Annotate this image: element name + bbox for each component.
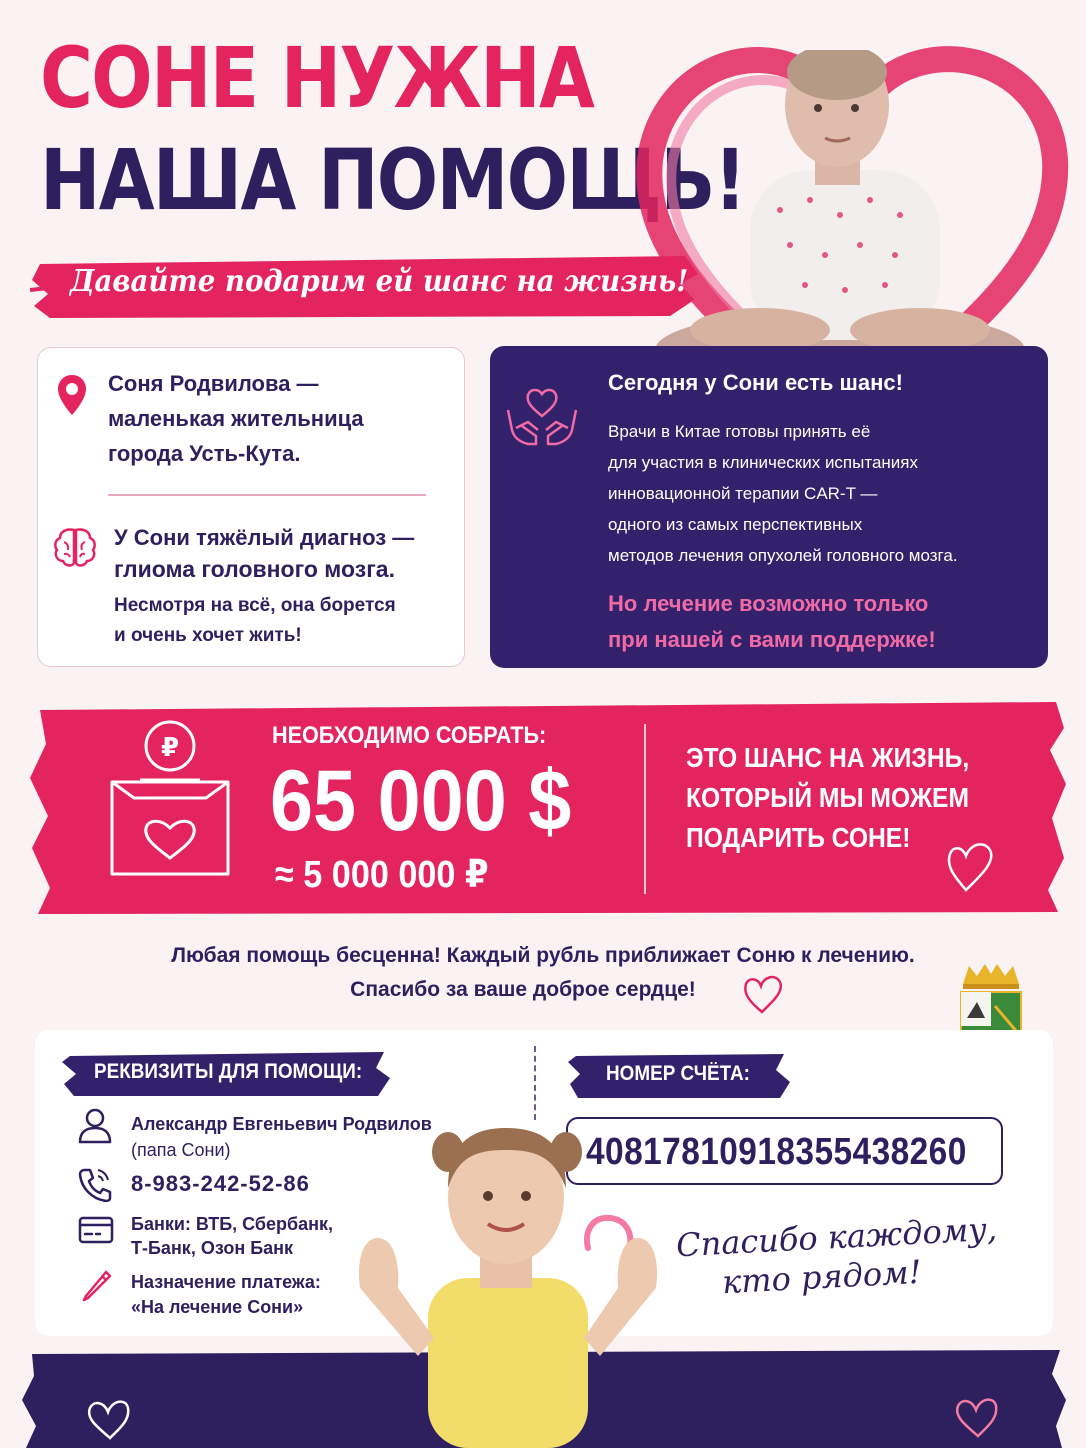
recipient-name: Александр Евгеньевич Родвилов	[131, 1114, 432, 1134]
phone-icon	[78, 1166, 112, 1202]
banks-line2: Т-Банк, Озон Банк	[131, 1238, 294, 1258]
thanks-line2: Спасибо за ваше доброе сердце!	[350, 978, 696, 1001]
fight-line1: Несмотря на всё, она борется	[114, 595, 396, 616]
location-pin-icon	[56, 373, 88, 417]
page-title-line2: НАША ПОМОЩЬ!	[40, 131, 745, 229]
account-number[interactable]: 40817810918355438260	[586, 1131, 967, 1173]
chance-body-line4: одного из самых перспективных	[608, 515, 863, 534]
account-label: НОМЕР СЧЁТА:	[606, 1062, 750, 1085]
fundraising-amount-rub: ≈ 5 000 000 ₽	[275, 854, 489, 896]
banks-line1: Банки: ВТБ, Сбербанк,	[131, 1214, 334, 1234]
name-line2: маленькая жительница	[108, 406, 364, 431]
recipient-role: (папа Сони)	[131, 1140, 231, 1160]
person-icon	[78, 1108, 112, 1144]
svg-text:₽: ₽	[160, 733, 180, 763]
chance-body-line1: Врачи в Китае готовы принять её	[608, 422, 871, 441]
tagline-text: Давайте подарим ей шанс на жизнь!	[70, 264, 689, 299]
purpose-label: Назначение платежа:	[131, 1272, 321, 1292]
chance-body	[608, 416, 958, 571]
fundraising-label: НЕОБХОДИМО СОБРАТЬ:	[272, 722, 547, 749]
card-divider	[108, 494, 426, 496]
page-title-line1: СОНЕ НУЖНА	[40, 29, 594, 127]
purpose-value: «На лечение Сони»	[131, 1297, 304, 1317]
requisites-label: РЕКВИЗИТЫ ДЛЯ ПОМОЩИ:	[94, 1060, 363, 1083]
bank-card-icon	[78, 1214, 114, 1246]
name-line3: города Усть-Кута.	[108, 441, 301, 466]
fundraising-amount-usd: 65 000 $	[270, 753, 572, 849]
girl-waving-photo	[338, 1088, 678, 1448]
heart-doodle-icon	[944, 838, 996, 894]
name-line1: Соня Родвилова —	[108, 371, 319, 396]
chance-heading: Сегодня у Сони есть шанс!	[608, 370, 903, 395]
girl-sitting-photo	[640, 50, 1030, 380]
chance-body-line5: методов лечения опухолей головного мозга.	[608, 546, 958, 565]
support-text	[608, 586, 936, 658]
heart-doodle-icon	[740, 972, 786, 1016]
heart-hands-icon	[502, 382, 582, 452]
support-line2: при нашей с вами поддержке!	[608, 627, 936, 652]
about-card	[37, 347, 465, 667]
fundraising-divider	[644, 724, 646, 894]
chance-body-line3: инновационной терапии CAR-T —	[608, 484, 878, 503]
script-thanks-line1: Спасибо каждому,	[675, 1209, 998, 1265]
chance-line2: КОТОРЫЙ МЫ МОЖЕМ	[686, 782, 970, 813]
fight-line2: и очень хочет жить!	[114, 625, 302, 646]
support-line1: Но лечение возможно только	[608, 591, 929, 616]
diagnosis-line2: глиома головного мозга.	[114, 556, 395, 582]
diagnosis-line1: У Сони тяжёлый диагноз —	[114, 525, 415, 550]
tagline-banner	[30, 250, 700, 322]
donation-box-icon	[104, 716, 236, 880]
brain-icon	[52, 526, 98, 568]
chance-line3: ПОДАРИТЬ СОНЕ!	[686, 822, 911, 853]
thanks-line1: Любая помощь бесценна! Каждый рубль приближает Соню к лечению.	[171, 944, 915, 967]
pencil-icon	[80, 1268, 114, 1302]
chance-card	[490, 346, 1048, 668]
fundraising-chance-text	[686, 738, 969, 858]
phone-number[interactable]: 8-983-242-52-86	[131, 1171, 310, 1196]
script-thanks-line2: кто рядом!	[721, 1252, 923, 1302]
chance-line1: ЭТО ШАНС НА ЖИЗНЬ,	[686, 742, 970, 773]
chance-body-line2: для участия в клинических испытаниях	[608, 453, 919, 472]
